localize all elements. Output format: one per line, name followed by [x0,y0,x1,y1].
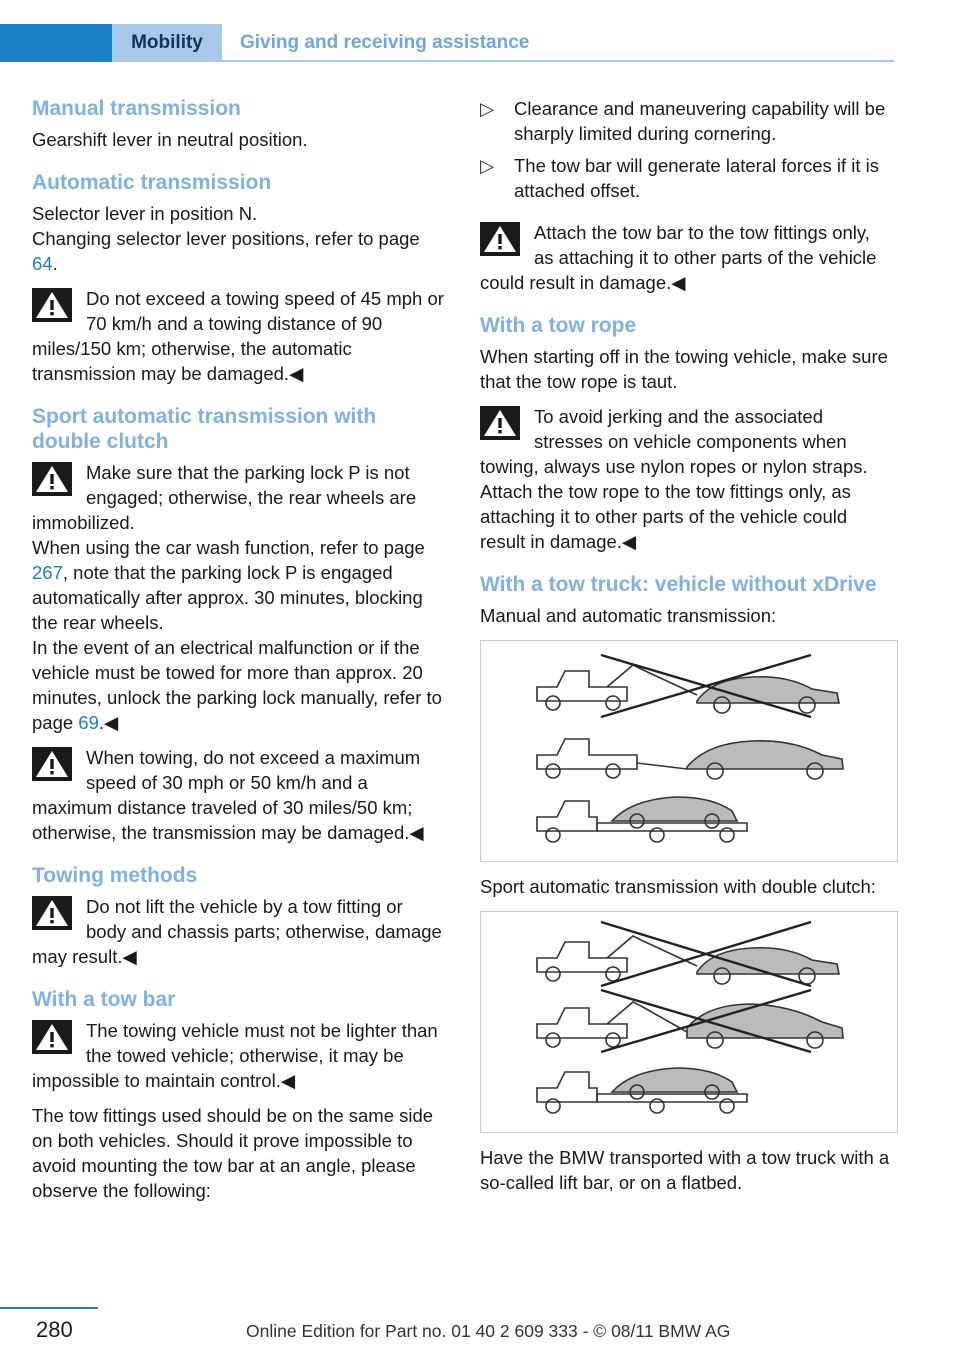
warning-tow-rope: To avoid jerking and the associated stresses on vehicle components when towing, always use nylon ropes or nylon straps. Attach the tow rope to the tow fittings only, as attaching it to other parts of the vehicle could result in damage.◀ [480,406,868,552]
tow-truck-drawing [481,641,897,861]
bullet-arrow-icon: ▷ [480,155,495,176]
warning-icon [32,896,72,930]
warning-icon [32,288,72,322]
left-column [32,96,446,1203]
warning-parking-lock: Make sure that the parking lock P is not engaged; otherwise, the rear wheels are immobilized. When using the car wash function, refer to page 267, note that the parking lock P is engaged automatically after approx. 30 minutes, blocking the rear wheels. In the event of an electrical malfunction or if the vehicle must be towed for more than approx. 20 minutes, unlock the parking lock manually, refer to page 69.◀ [32,462,442,733]
page-link-267[interactable]: 267 [32,562,63,583]
manual-auto-label: Manual and automatic transmission: [480,605,777,626]
right-column [480,96,894,1195]
page-link-64[interactable]: 64 [32,253,53,274]
page-link-69[interactable]: 69 [78,712,99,733]
heading-towing-methods: Towing methods [32,864,198,887]
tow-truck-illustration-sport [480,911,898,1133]
tow-truck-drawing [481,912,897,1132]
sport-label: Sport automatic transmission with double clutch: [480,876,876,897]
page-header [0,24,960,62]
warning-icon [480,406,520,440]
auto-refer-text: Changing selector lever positions, refer to page 64. [32,228,420,274]
manual-transmission-text: Gearshift lever in neutral position. [32,129,308,150]
warning-icon [32,1020,72,1054]
heading-automatic-transmission: Automatic transmission [32,171,272,194]
page-number: 280 [36,1317,73,1342]
warning-icon [480,222,520,256]
warning-icon [32,747,72,781]
header-section-tab[interactable]: Mobility [112,24,222,62]
warning-auto-towing: Do not exceed a towing speed of 45 mph or 70 km/h and a towing distance of 90 miles/150 km; otherwise, the automatic transmission may be damaged.◀ [32,288,444,384]
bullet-item: ▷ The tow bar will generate lateral forces if it is attached offset. [480,155,880,201]
tow-truck-final-text: Have the BMW transported with a tow truck with a so-called lift bar, or on a flatbed. [480,1147,890,1193]
bullet-item: ▷ Clearance and maneuvering capability will be sharply limited during cornering. [480,98,886,144]
tow-bar-text: The tow fittings used should be on the same side on both vehicles. Should it prove impossible to avoid mounting the tow bar at an angle, please observe the following: [32,1105,434,1201]
header-rule [222,60,894,62]
tow-rope-text: When starting off in the towing vehicle, make sure that the tow rope is taut. [480,346,888,392]
heading-sport-automatic: Sport automatic transmission with double clutch [32,405,377,453]
warning-sport-speed: When towing, do not exceed a maximum speed of 30 mph or 50 km/h and a maximum distance traveled of 30 miles/50 km; otherwise, the transmission may be damaged.◀ [32,747,424,843]
warning-tow-fitting: Do not lift the vehicle by a tow fitting or body and chassis parts; otherwise, damage may result.◀ [32,896,442,967]
footer-rule [0,1307,98,1309]
warning-icon [32,462,72,496]
tow-truck-illustration-manual [480,640,898,862]
heading-tow-rope: With a tow rope [480,314,637,337]
auto-selector-text: Selector lever in position N. [32,203,258,224]
heading-tow-bar: With a tow bar [32,988,176,1011]
heading-tow-truck: With a tow truck: vehicle without xDrive [480,573,877,596]
warning-tow-bar-fittings: Attach the tow bar to the tow fittings only, as attaching it to other parts of the vehicle could result in damage.◀ [480,222,877,293]
bullet-arrow-icon: ▷ [480,98,495,119]
warning-tow-bar: The towing vehicle must not be lighter than the towed vehicle; otherwise, it may be impossible to maintain control.◀ [32,1020,438,1091]
heading-manual-transmission: Manual transmission [32,97,241,120]
header-chapter-title[interactable]: Giving and receiving assistance [240,32,530,53]
header-color-block [0,24,112,62]
edition-text: Online Edition for Part no. 01 40 2 609 333 - © 08/11 BMW AG [246,1321,731,1341]
